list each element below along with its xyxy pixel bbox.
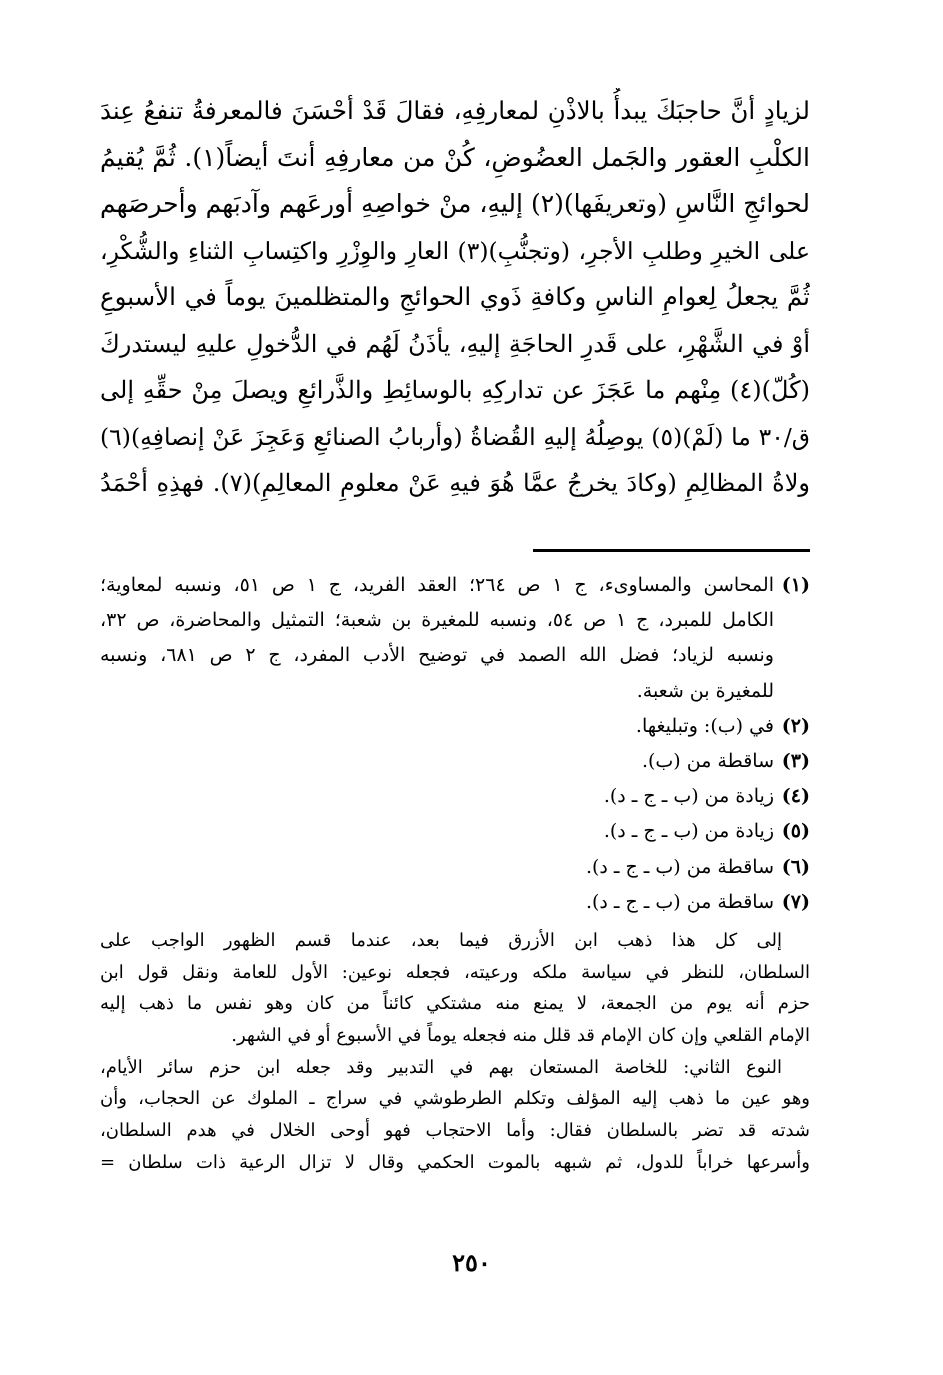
footnote-number: (٧): [781, 890, 810, 913]
footnote-text: ساقطة من (ب).: [641, 749, 774, 772]
footnote-number: (٣): [781, 749, 810, 772]
footnote-number: (٥): [781, 820, 810, 843]
page-number: ٢٥٠: [452, 1248, 491, 1277]
footnote-text: في (ب): وتبليغها.: [635, 714, 774, 737]
commentary-line-7: شدته قد تضر بالسلطان فقال: وأما الاحتجاب فهو أوحى الخلال في هدم السلطان،: [100, 1120, 810, 1142]
main-line-5: ثُمَّ يجعلُ لِعوامِ الناسِ وكافةِ ذَوي الحوائجِ والمتظلمينَ يوماً في الأسبوعِ: [100, 282, 810, 311]
main-line-4: على الخيرِ وطلبِ الأجرِ، (وتجنُّبِ)(٣) العارِ والوِزْرِ واكتِسابِ الثناءِ والشُّكْرِ،: [100, 236, 810, 265]
commentary-line-3: حزم أنه يوم من الجمعة، لا يمنع منه مشتكي كائناً من كان وهو نفس ما ذهب إليه: [100, 993, 810, 1015]
main-line-2: الكلْبِ العقور والجَمل العضُوضِ، كُنْ من معارفِهِ أنتَ أيضاً(١). ثُمَّ يُقيمُ: [100, 142, 810, 172]
footnote-7: [100, 885, 810, 920]
main-line-1: لزيادٍ أنَّ حاجبَكَ يبدأُ بالاذْنِ لمعارفِهِ، فقالَ قَدْ أحْسَنَ فالمعرفةُ تنفعُ عِندَ: [100, 96, 810, 125]
commentary-line-4: الإمام القلعي وإن كان الإمام قد قلل منه فجعله يوماً في الأسبوع أو في الشهر.: [231, 1025, 810, 1047]
footnote-1-line-4: للمغيرة بن شعبة.: [636, 679, 774, 702]
footnote-text: ساقطة من (ب ـ ج ـ د).: [585, 855, 774, 878]
footnote-3: [100, 744, 810, 779]
main-line-3: لحوائجِ النَّاسِ (وتعريفَها)(٢) إليهِ، منْ خواصِهِ أورعَهم وآدبَهم وأحرصَهم: [100, 189, 810, 218]
commentary: [100, 925, 810, 1179]
footnote-text: زيادة من (ب ـ ج ـ د).: [603, 820, 774, 843]
main-line-7: (كُلّ)(٤) مِنْهم ما عَجَزَ عن تداركِهِ بالوسائِطِ والذَّرائعِ ويصلَ مِنْ حقِّهِ إلى: [100, 376, 810, 404]
footnotes: [100, 568, 810, 920]
footnote-divider: [533, 549, 810, 552]
commentary-line-1: إلى كل هذا ذهب ابن الأزرق فيما بعد، عندما قسم الظهور الواجب على: [100, 930, 782, 951]
footnote-number: (٢): [781, 714, 810, 737]
commentary-line-2: السلطان، للنظر في سياسة ملكه ورعيته، فجعله نوعين: الأول للعامة ونقل قول ابن: [100, 961, 810, 983]
commentary-line-6: وهو عين ما ذهب إليه المؤلف وتكلم الطرطوشي في سراج ـ الملوك عن الحجاب، وأن: [100, 1088, 810, 1110]
footnote-4: [100, 779, 810, 814]
commentary-line-5: النوع الثاني: للخاصة المستعان بهم في التدبير وقد جعله ابن حزم سائر الأيام،: [100, 1056, 782, 1078]
footnote-1-line-3: ونسبه لزياد؛ فضل الله الصمد في توضيح الأدب المفرد، ج ٢ ص ٦٨١، ونسبه: [100, 644, 774, 667]
footnote-text: ساقطة من (ب ـ ج ـ د).: [585, 890, 774, 913]
main-line-8: ق/٣٠ ما (لَمْ)(٥) يوصِلُهُ إليهِ القُضاةُ (وأربابُ الصنائعِ وَعَجِزَ عَنْ إنصافِهِ)(٦): [100, 422, 810, 451]
footnote-1: [100, 568, 810, 603]
footnote-5: [100, 814, 810, 849]
footnote-text: زيادة من (ب ـ ج ـ د).: [603, 785, 774, 808]
commentary-line-8: وأسرعها خراباً للدول، ثم شبهه بالموت الحكمي وقال لا تزال الرعية ذات سلطان =: [100, 1151, 810, 1173]
footnote-number: (٤): [781, 785, 810, 808]
main-text: [100, 88, 810, 507]
footnote-2: [100, 709, 810, 744]
footnote-text: المحاسن والمساوىء، ج ١ ص ٢٦٤؛ العقد الفريد، ج ١ ص ٥١، ونسبه لمعاوية؛: [100, 574, 774, 596]
footnote-number: (١): [781, 574, 810, 596]
footnote-number: (٦): [781, 855, 810, 878]
main-line-6: أوْ في الشَّهْرِ، على قَدرِ الحاجَةِ إليهِ، يأذَنُ لَهُم في الدُّخولِ عليهِ ليستدركَ: [100, 329, 810, 358]
footnote-6: [100, 850, 810, 885]
footnote-1-line-2: الكامل للمبرد، ج ١ ص ٥٤، ونسبه للمغيرة بن شعبة؛ التمثيل والمحاضرة، ص ٣٢،: [100, 609, 774, 632]
main-line-9: ولاةُ المظالِمِ (وكادَ يخرجُ عمَّا هُوَ فيهِ عَنْ معلومِ المعالِمِ)(٧). فهذِهِ أحْمَدُ: [100, 469, 810, 497]
